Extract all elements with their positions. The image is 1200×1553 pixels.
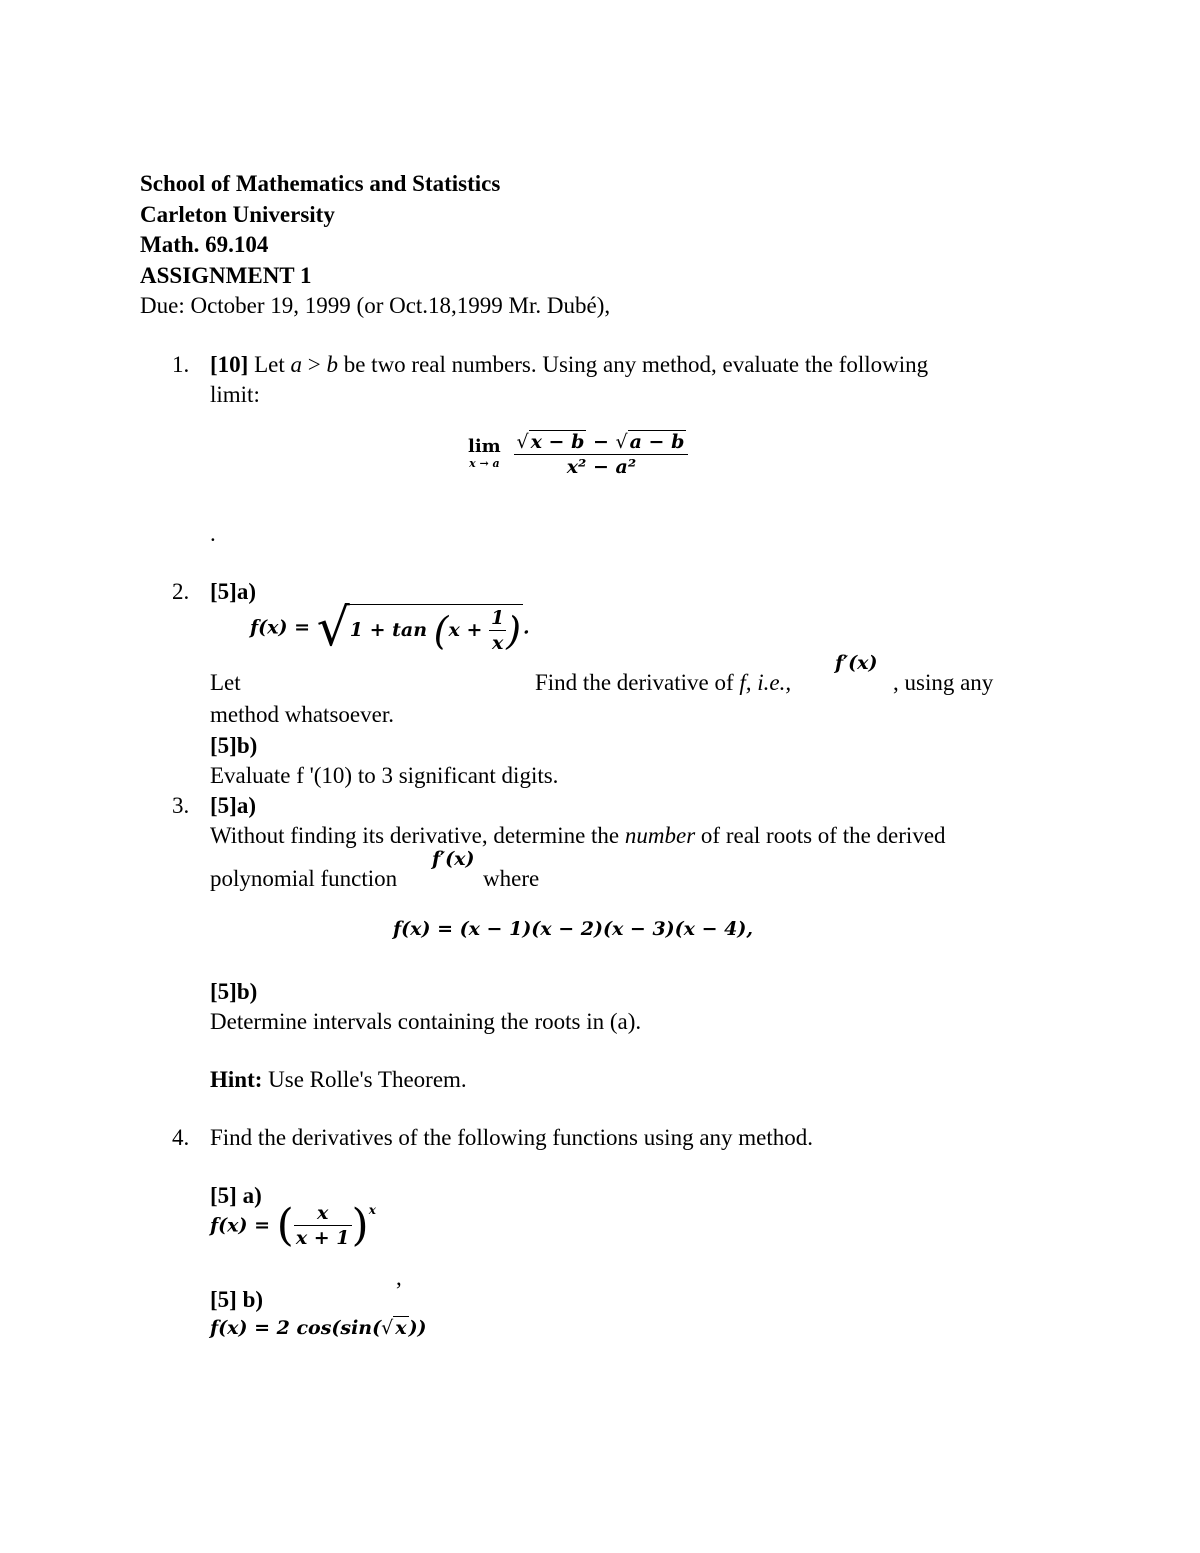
due-date: Due: October 19, 1999 (or Oct.18,1999 Mr. Dubé), [140, 293, 611, 318]
university-name: Carleton University [140, 202, 335, 227]
q2-number: 2. [172, 579, 190, 604]
hint-label: Hint: [210, 1067, 263, 1092]
q3-part-a: [5]a) [210, 793, 256, 818]
q3-number: 3. [172, 793, 190, 818]
q3-where: where [483, 866, 540, 891]
q1-number: 1. [172, 352, 190, 377]
limit-denominator: x² − a² [566, 456, 637, 478]
q3-determine: Determine intervals containing the roots in (a). [210, 1009, 642, 1034]
q2-function-formula: f(x) = √1 + tan (x + $\frac{1}{x}$ ) . [250, 598, 530, 658]
q2-let: Let [210, 670, 241, 695]
q1-limit-formula [468, 430, 688, 477]
q1-dot: . [210, 521, 216, 546]
q2-evaluate: Evaluate f '(10) to 3 significant digits. [210, 763, 559, 788]
limit-fraction: $\frac{√ x - b - √ a - b}{\text{x² − a²}}$ [514, 430, 688, 477]
course-code: Math. 69.104 [140, 232, 269, 257]
sqrt-a-minus-b: a − b [629, 431, 685, 453]
q3-part-b: [5]b) [210, 979, 258, 1004]
q4-formula-b: f(x) = 2 cos(sin(√ x )) [210, 1317, 427, 1339]
q4-formula-a: f(x) = ( $\frac{x}{x + 1}$ )$^x$ [210, 1200, 376, 1251]
radicand: 1 + tan (x + $\frac{1}{x}$ ) [348, 604, 523, 653]
q2-find-text: Find the derivative of f, i.e., [535, 670, 792, 695]
lim-subscript: x → a [469, 457, 500, 470]
q2-using-any: , using any [893, 670, 994, 695]
q4-part-b: [5] b) [210, 1287, 264, 1312]
school-name: School of Mathematics and Statistics [140, 171, 501, 196]
q2-part-b: [5]b) [210, 733, 258, 758]
q4-text: Find the derivatives of the following functions using any method. [210, 1125, 814, 1150]
q2-method: method whatsoever. [210, 702, 394, 727]
q3-hint: Hint: Use Rolle's Theorem. [210, 1067, 467, 1092]
q4-number: 4. [172, 1125, 190, 1150]
sqrt-x: x [395, 1317, 407, 1339]
lim-operator: lim [468, 436, 501, 457]
assignment-title: ASSIGNMENT 1 [140, 263, 312, 288]
q1-marks: [10] [210, 352, 249, 377]
q3-poly-text: polynomial function [210, 866, 398, 891]
exponent: x [368, 1203, 376, 1217]
q3-polynomial-formula: f(x) = (x − 1)(x − 2)(x − 3)(x − 4), [393, 918, 753, 940]
q4-part-a: [5] a) [210, 1183, 262, 1208]
radical-sign: √ [316, 598, 350, 658]
q4-comma: , [396, 1265, 402, 1290]
sqrt-x-minus-b: x − b [530, 431, 585, 453]
q1-text-cont: limit: [210, 382, 260, 407]
q3-fprime: f′(x) [432, 848, 475, 870]
q3-text: Without finding its derivative, determine the number of real roots of the derived [210, 823, 946, 848]
q1-text: [10] Let a > b be two real numbers. Using any method, evaluate the following [210, 352, 929, 377]
q2-part-a: [5]a) [210, 579, 256, 604]
q2-fprime: f′(x) [835, 652, 878, 674]
